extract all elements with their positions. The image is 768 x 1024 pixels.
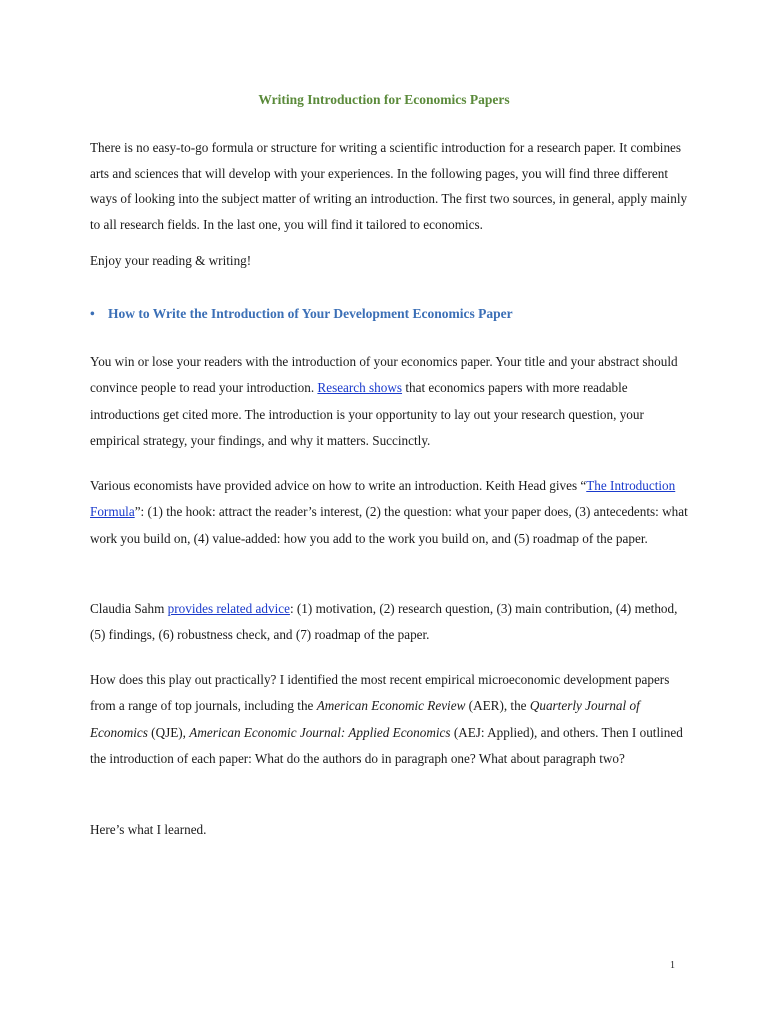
section-heading-text: How to Write the Introduction of Your Development Economics Paper <box>108 306 513 321</box>
paragraph-win-or-lose <box>90 349 690 455</box>
introduction-formula-link[interactable]: The Introduction Formula <box>90 478 676 520</box>
paragraph-practical <box>90 667 690 773</box>
text-segment: that economics papers with more readable introductions get cited more. The introduction is your opportunity to lay out your research question, your empirical strategy, your findings, and why it matters. Succinctly. <box>90 380 644 449</box>
related-advice-link[interactable]: provides related advice <box>167 601 290 616</box>
journal-name-qje: Quarterly Journal of Economics <box>90 698 640 740</box>
research-shows-link[interactable]: Research shows <box>317 380 403 396</box>
text-segment: Various economists have provided advice on how to write an introduction. Keith Head gives “ <box>90 478 587 493</box>
enjoy-paragraph: Enjoy your reading & writing! <box>90 253 252 268</box>
text-segment: (AEJ: Applied), and others. Then I outlined the introduction of each paper: What do the authors do in paragraph one? What about paragraph two? <box>90 724 683 767</box>
learned-paragraph: Here’s what I learned. <box>90 822 207 837</box>
text-segment: How does this play out practically? I identified the most recent empirical microeconomic development papers from a range of top journals, including the <box>90 672 670 714</box>
document-title: Writing Introduction for Economics Papers <box>258 92 510 107</box>
text-segment: You win or lose your readers with the introduction of your economics paper. Your title and your abstract should convince people to read your introduction. <box>90 354 678 396</box>
text-segment: : (1) motivation, (2) research question, (3) main contribution, (4) method, (5) findings, (6) robustness check, and (7) roadmap of the paper. <box>90 601 678 643</box>
intro-paragraph: There is no easy-to-go formula or structure for writing a scientific introduction for a research paper. It combines arts and sciences that will develop with your experiences. In the following pages, you will find three different ways of looking into the subject matter of writing an introduction. The first two sources, in general, apply mainly to all research fields. In the last one, you will find it tailored to economics. <box>90 140 688 232</box>
paragraph-keith-head <box>90 473 690 552</box>
text-segment: (AER), the <box>465 698 530 714</box>
journal-name-aer: American Economic Review <box>316 698 466 714</box>
journal-name-aej: American Economic Journal: Applied Economics <box>189 724 451 740</box>
text-segment: ”: (1) the hook: attract the reader’s interest, (2) the question: what your paper does, (3) antecedents: what work you build on, (4) value-added: how you add to the work you build on, and (5) roadmap of the paper. <box>90 504 688 546</box>
page-number: 1 <box>670 960 675 971</box>
text-segment: (QJE), <box>147 724 190 740</box>
section-heading <box>90 306 690 322</box>
bullet-icon: • <box>90 306 95 321</box>
text-segment: Claudia Sahm <box>90 601 168 616</box>
paragraph-claudia-sahm <box>90 596 690 649</box>
